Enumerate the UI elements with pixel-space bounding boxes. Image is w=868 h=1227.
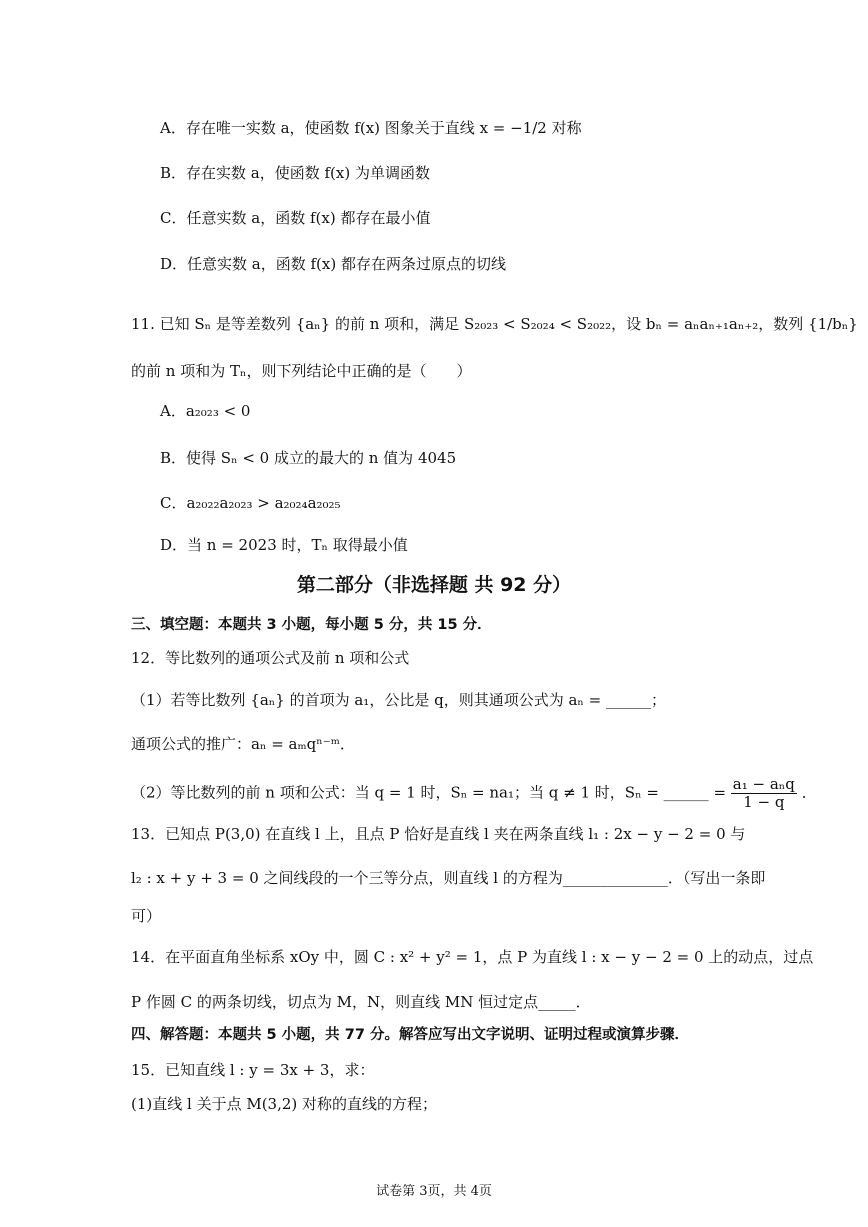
- q11-option-a: A．a₂₀₂₃ < 0: [160, 402, 251, 420]
- q11-option-d: D．当 n = 2023 时，Tₙ 取得最小值: [160, 536, 408, 554]
- q10-option-a: A．存在唯一实数 a，使函数 f(x) 图象关于直线 x = −1/2 对称: [160, 119, 582, 137]
- q12-part2-fraction: [731, 776, 797, 811]
- q13-line3: 可）: [131, 907, 162, 925]
- q12-part2: （2）等比数列的前 n 项和公式：当 q = 1 时，Sₙ = na₁；当 q ≠ 1 时，Sₙ = ______ = $\frac{\text{a₁ − aₙq}}{1 - q}$ ．: [131, 775, 817, 811]
- q11-stem-line1: 11. 已知 Sₙ 是等差数列 {aₙ} 的前 n 项和，满足 S₂₀₂₃ < S₂₀₂₄ < S₂₀₂₂，设 bₙ = aₙaₙ₊₁aₙ₊₂，数列 {1/bₙ}: [131, 315, 858, 333]
- q11-stem-line2: 的前 n 项和为 Tₙ，则下列结论中正确的是（ ）: [131, 362, 472, 380]
- q12-part1-extension: 通项公式的推广：aₙ = aₘqⁿ⁻ᵐ．: [131, 735, 355, 753]
- q15-line2: (1)直线 l 关于点 M(3,2) 对称的直线的方程；: [131, 1095, 438, 1113]
- q11-option-c: C．a₂₀₂₂a₂₀₂₃ > a₂₀₂₄a₂₀₂₅: [160, 494, 341, 512]
- q10-option-b: B．存在实数 a，使函数 f(x) 为单调函数: [160, 164, 430, 182]
- q15-line1: 15．已知直线 l : y = 3x + 3，求：: [131, 1061, 375, 1079]
- fraction-denominator: 1 − q: [743, 793, 785, 811]
- q10-option-c: C．任意实数 a，函数 f(x) 都存在最小值: [160, 209, 431, 227]
- q13-line2: l₂ : x + y + 3 = 0 之间线段的一个三等分点，则直线 l 的方程为______________．（写出一条即: [131, 869, 766, 887]
- section3-heading: 三、填空题：本题共 3 小题，每小题 5 分，共 15 分．: [131, 617, 492, 633]
- q11-option-b: B．使得 Sₙ < 0 成立的最大的 n 值为 4045: [160, 449, 457, 467]
- q12-part2-text: （2）等比数列的前 n 项和公式：当 q = 1 时，Sₙ = na₁；当 q ≠ 1 时，Sₙ = ______ =: [131, 783, 727, 802]
- part2-title: 第二部分（非选择题 共 92 分）: [296, 574, 572, 596]
- q12-title: 12．等比数列的通项公式及前 n 项和公式: [131, 649, 410, 667]
- fraction-numerator: a₁ − aₙq: [732, 775, 795, 793]
- page-footer: 试卷第 3页，共 4页: [376, 1184, 492, 1199]
- q12-part1: （1）若等比数列 {aₙ} 的首项为 a₁，公比是 q，则其通项公式为 aₙ = ______；: [131, 691, 667, 709]
- section4-heading: 四、解答题：本题共 5 小题，共 77 分。解答应写出文字说明、证明过程或演算步骤．: [131, 1027, 689, 1043]
- q13-line1: 13．已知点 P(3,0) 在直线 l 上，且点 P 恰好是直线 l 夹在两条直线 l₁ : 2x − y − 2 = 0 与: [131, 825, 746, 843]
- q14-line2: P 作圆 C 的两条切线，切点为 M，N，则直线 MN 恒过定点_____．: [131, 993, 591, 1011]
- q14-line1: 14．在平面直角坐标系 xOy 中，圆 C : x² + y² = 1，点 P 为直线 l : x − y − 2 = 0 上的动点，过点: [131, 948, 814, 966]
- q10-option-d: D．任意实数 a，函数 f(x) 都存在两条过原点的切线: [160, 255, 506, 273]
